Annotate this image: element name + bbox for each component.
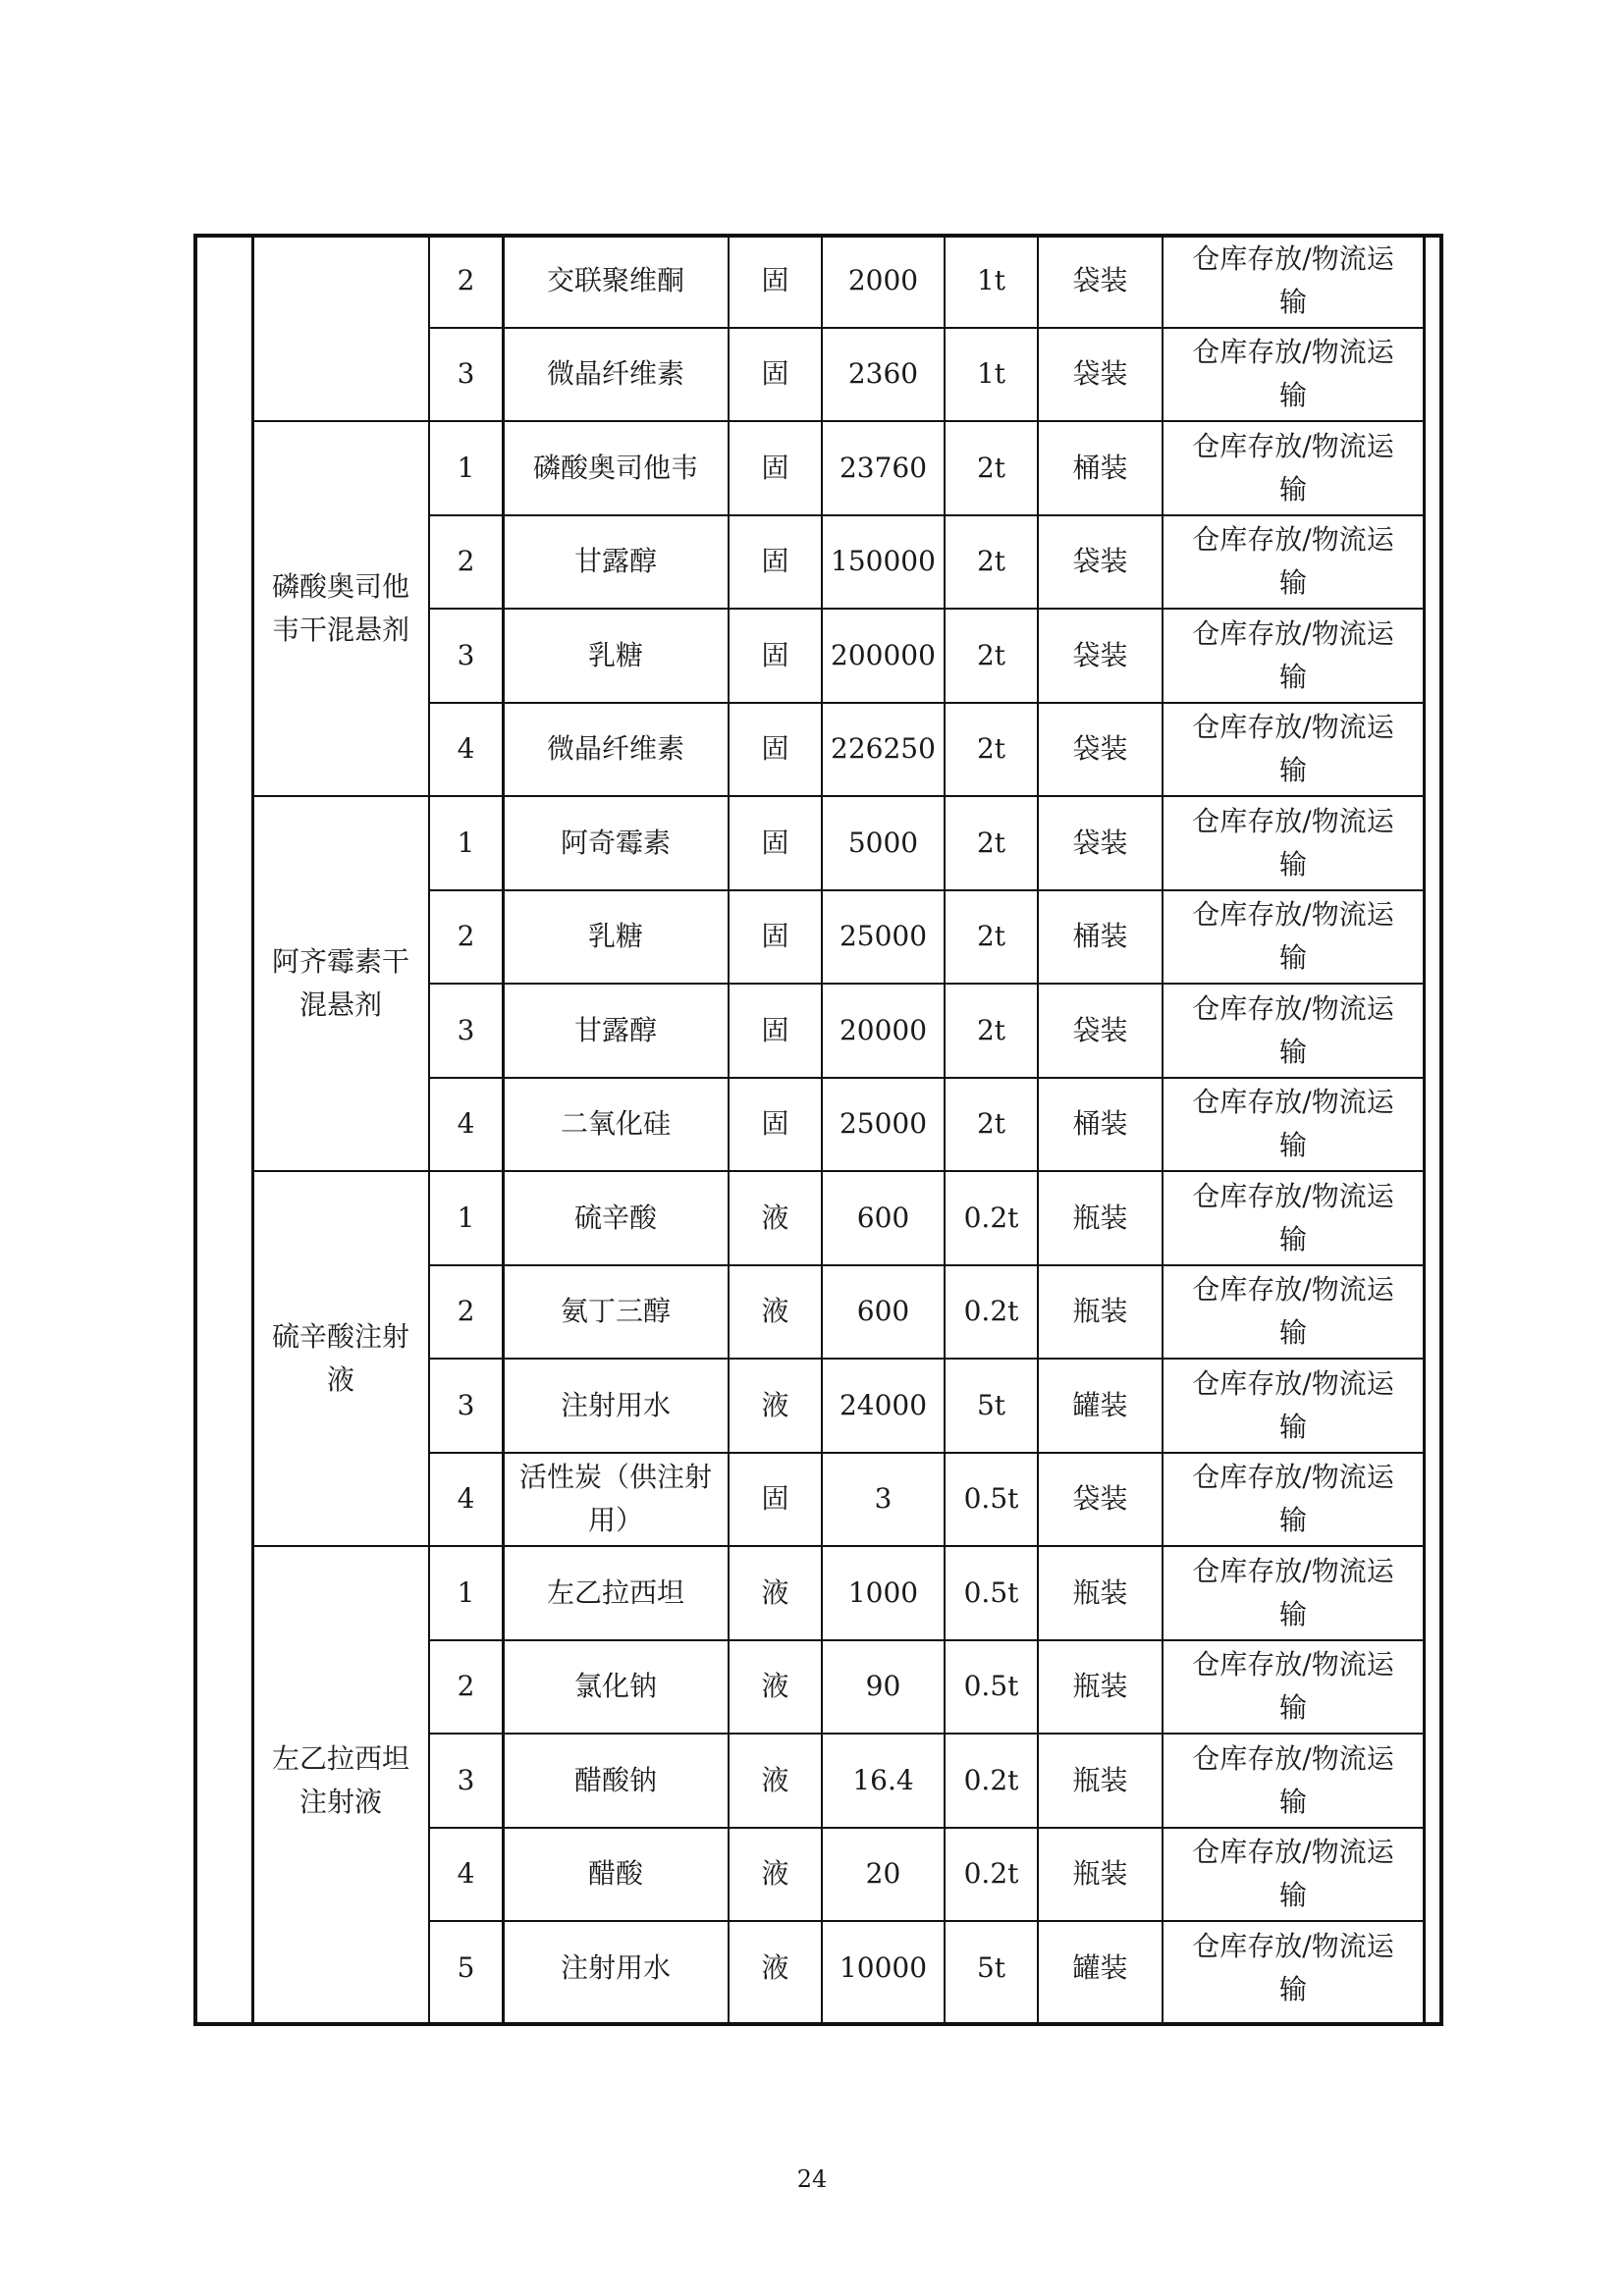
cell-state: 液	[761, 1670, 789, 1703]
cell-amount: 2000	[847, 263, 919, 296]
cell-package: 袋装	[1072, 357, 1128, 391]
cell-no: 1	[457, 826, 475, 859]
cell-amount: 200000	[831, 638, 936, 671]
cell-no: 4	[457, 732, 475, 766]
cell-amount: 23760	[839, 451, 928, 484]
cell-amount: 16.4	[852, 1763, 914, 1796]
cell-name: 乳糖	[587, 638, 643, 671]
cell-package: 袋装	[1072, 1013, 1128, 1046]
cell-storage: 2t	[976, 451, 1006, 484]
cell-package: 罐装	[1072, 1388, 1128, 1421]
cell-no: 2	[457, 920, 475, 953]
cell-state: 液	[761, 1857, 789, 1891]
cell-name: 注射用水	[560, 1388, 671, 1421]
cell-state: 液	[761, 1295, 789, 1328]
cell-amount: 20000	[839, 1013, 928, 1046]
cell-storage: 0.2t	[963, 1295, 1019, 1328]
cell-package: 桶装	[1072, 920, 1128, 953]
cell-method: 仓库存放/物流运输	[1192, 1086, 1394, 1162]
cell-method: 仓库存放/物流运输	[1192, 898, 1394, 975]
column-divider	[502, 234, 505, 2026]
cell-method: 仓库存放/物流运输	[1192, 1273, 1394, 1350]
page-number: 24	[796, 2165, 828, 2193]
cell-method: 仓库存放/物流运输	[1192, 711, 1394, 787]
raw-material-table	[193, 234, 1443, 2026]
cell-no: 2	[457, 1670, 475, 1703]
cell-package: 瓶装	[1072, 1857, 1128, 1891]
cell-storage: 2t	[976, 1013, 1006, 1046]
product-group-name	[256, 234, 425, 421]
cell-package: 桶装	[1072, 1107, 1128, 1141]
cell-storage: 0.2t	[963, 1763, 1019, 1796]
cell-amount: 24000	[839, 1388, 928, 1421]
cell-amount: 150000	[831, 545, 936, 578]
cell-state: 液	[761, 1201, 789, 1234]
cell-storage: 5t	[976, 1388, 1006, 1421]
cell-storage: 2t	[976, 732, 1006, 766]
cell-state: 固	[761, 638, 789, 671]
cell-method: 仓库存放/物流运输	[1192, 1366, 1394, 1443]
cell-method: 仓库存放/物流运输	[1192, 991, 1394, 1068]
cell-amount: 3	[874, 1482, 893, 1516]
cell-state: 固	[761, 357, 789, 391]
cell-package: 瓶装	[1072, 1201, 1128, 1234]
column-divider	[1037, 234, 1039, 2026]
cell-no: 3	[457, 357, 475, 391]
cell-no: 4	[457, 1482, 475, 1516]
product-group-name: 阿齐霉素干混悬剂	[271, 945, 409, 1021]
cell-amount: 10000	[839, 1950, 928, 1984]
cell-name: 交联聚维酮	[546, 263, 684, 296]
column-divider	[728, 234, 730, 2026]
cell-method: 仓库存放/物流运输	[1192, 1461, 1394, 1537]
cell-storage: 0.5t	[963, 1482, 1019, 1516]
column-divider	[1423, 234, 1426, 2026]
cell-storage: 5t	[976, 1950, 1006, 1984]
cell-no: 3	[457, 1388, 475, 1421]
cell-state: 固	[761, 1013, 789, 1046]
cell-no: 5	[457, 1950, 475, 1984]
cell-no: 1	[457, 1201, 475, 1234]
cell-state: 固	[761, 1482, 789, 1516]
cell-name: 氯化钠	[573, 1670, 657, 1703]
column-divider	[944, 234, 946, 2026]
cell-method: 仓库存放/物流运输	[1192, 523, 1394, 600]
cell-name: 氨丁三醇	[560, 1295, 671, 1328]
cell-package: 瓶装	[1072, 1295, 1128, 1328]
cell-name: 左乙拉西坦	[546, 1575, 684, 1609]
cell-amount: 5000	[847, 826, 919, 859]
cell-storage: 0.2t	[963, 1857, 1019, 1891]
cell-name: 醋酸钠	[573, 1763, 657, 1796]
cell-no: 1	[457, 451, 475, 484]
cell-name: 磷酸奥司他韦	[532, 451, 698, 484]
cell-name: 活性炭（供注射用）	[518, 1461, 712, 1537]
cell-name: 乳糖	[587, 920, 643, 953]
cell-method: 仓库存放/物流运输	[1192, 1929, 1394, 2005]
cell-storage: 2t	[976, 1107, 1006, 1141]
cell-name: 甘露醇	[573, 1013, 657, 1046]
cell-storage: 0.2t	[963, 1201, 1019, 1234]
cell-no: 1	[457, 1575, 475, 1609]
cell-storage: 2t	[976, 638, 1006, 671]
cell-no: 4	[457, 1107, 475, 1141]
cell-state: 固	[761, 545, 789, 578]
cell-name: 微晶纤维素	[546, 732, 684, 766]
cell-method: 仓库存放/物流运输	[1192, 1554, 1394, 1630]
column-divider	[821, 234, 823, 2026]
cell-state: 固	[761, 826, 789, 859]
cell-name: 甘露醇	[573, 545, 657, 578]
column-divider	[1162, 234, 1164, 2026]
cell-name: 二氧化硅	[560, 1107, 671, 1141]
cell-no: 3	[457, 638, 475, 671]
cell-package: 瓶装	[1072, 1670, 1128, 1703]
cell-package: 桶装	[1072, 451, 1128, 484]
cell-method: 仓库存放/物流运输	[1192, 1648, 1394, 1725]
cell-state: 液	[761, 1575, 789, 1609]
cell-state: 固	[761, 263, 789, 296]
cell-package: 袋装	[1072, 545, 1128, 578]
cell-storage: 0.5t	[963, 1575, 1019, 1609]
cell-state: 固	[761, 732, 789, 766]
product-group-name: 左乙拉西坦注射液	[271, 1741, 409, 1818]
cell-name: 阿奇霉素	[560, 826, 671, 859]
cell-no: 4	[457, 1857, 475, 1891]
cell-no: 3	[457, 1763, 475, 1796]
cell-method: 仓库存放/物流运输	[1192, 616, 1394, 693]
cell-state: 固	[761, 1107, 789, 1141]
cell-storage: 2t	[976, 826, 1006, 859]
column-divider	[251, 234, 254, 2026]
cell-state: 液	[761, 1388, 789, 1421]
cell-package: 袋装	[1072, 638, 1128, 671]
cell-storage: 2t	[976, 545, 1006, 578]
cell-method: 仓库存放/物流运输	[1192, 1741, 1394, 1818]
cell-amount: 2360	[847, 357, 919, 391]
cell-amount: 226250	[831, 732, 936, 766]
cell-amount: 600	[856, 1295, 910, 1328]
cell-package: 瓶装	[1072, 1763, 1128, 1796]
cell-amount: 600	[856, 1201, 910, 1234]
cell-state: 固	[761, 920, 789, 953]
cell-amount: 25000	[839, 920, 928, 953]
cell-package: 袋装	[1072, 826, 1128, 859]
cell-package: 袋装	[1072, 1482, 1128, 1516]
cell-storage: 2t	[976, 920, 1006, 953]
cell-storage: 1t	[976, 357, 1006, 391]
cell-method: 仓库存放/物流运输	[1192, 336, 1394, 412]
cell-method: 仓库存放/物流运输	[1192, 429, 1394, 506]
cell-state: 液	[761, 1763, 789, 1796]
cell-name: 醋酸	[587, 1857, 643, 1891]
cell-method: 仓库存放/物流运输	[1192, 241, 1394, 318]
cell-state: 液	[761, 1950, 789, 1984]
cell-state: 固	[761, 451, 789, 484]
cell-method: 仓库存放/物流运输	[1192, 1179, 1394, 1255]
cell-method: 仓库存放/物流运输	[1192, 804, 1394, 881]
cell-amount: 1000	[847, 1575, 919, 1609]
cell-package: 罐装	[1072, 1950, 1128, 1984]
cell-package: 袋装	[1072, 732, 1128, 766]
cell-name: 注射用水	[560, 1950, 671, 1984]
cell-name: 硫辛酸	[573, 1201, 657, 1234]
cell-method: 仓库存放/物流运输	[1192, 1836, 1394, 1912]
cell-no: 2	[457, 263, 475, 296]
column-divider	[428, 234, 430, 2026]
cell-amount: 20	[865, 1857, 901, 1891]
cell-package: 袋装	[1072, 263, 1128, 296]
cell-no: 3	[457, 1013, 475, 1046]
cell-no: 2	[457, 545, 475, 578]
product-group-name: 磷酸奥司他韦干混悬剂	[271, 570, 409, 646]
cell-storage: 0.5t	[963, 1670, 1019, 1703]
cell-storage: 1t	[976, 263, 1006, 296]
cell-package: 瓶装	[1072, 1575, 1128, 1609]
cell-name: 微晶纤维素	[546, 357, 684, 391]
cell-amount: 25000	[839, 1107, 928, 1141]
cell-amount: 90	[865, 1670, 901, 1703]
product-group-name: 硫辛酸注射液	[271, 1320, 409, 1396]
cell-no: 2	[457, 1295, 475, 1328]
